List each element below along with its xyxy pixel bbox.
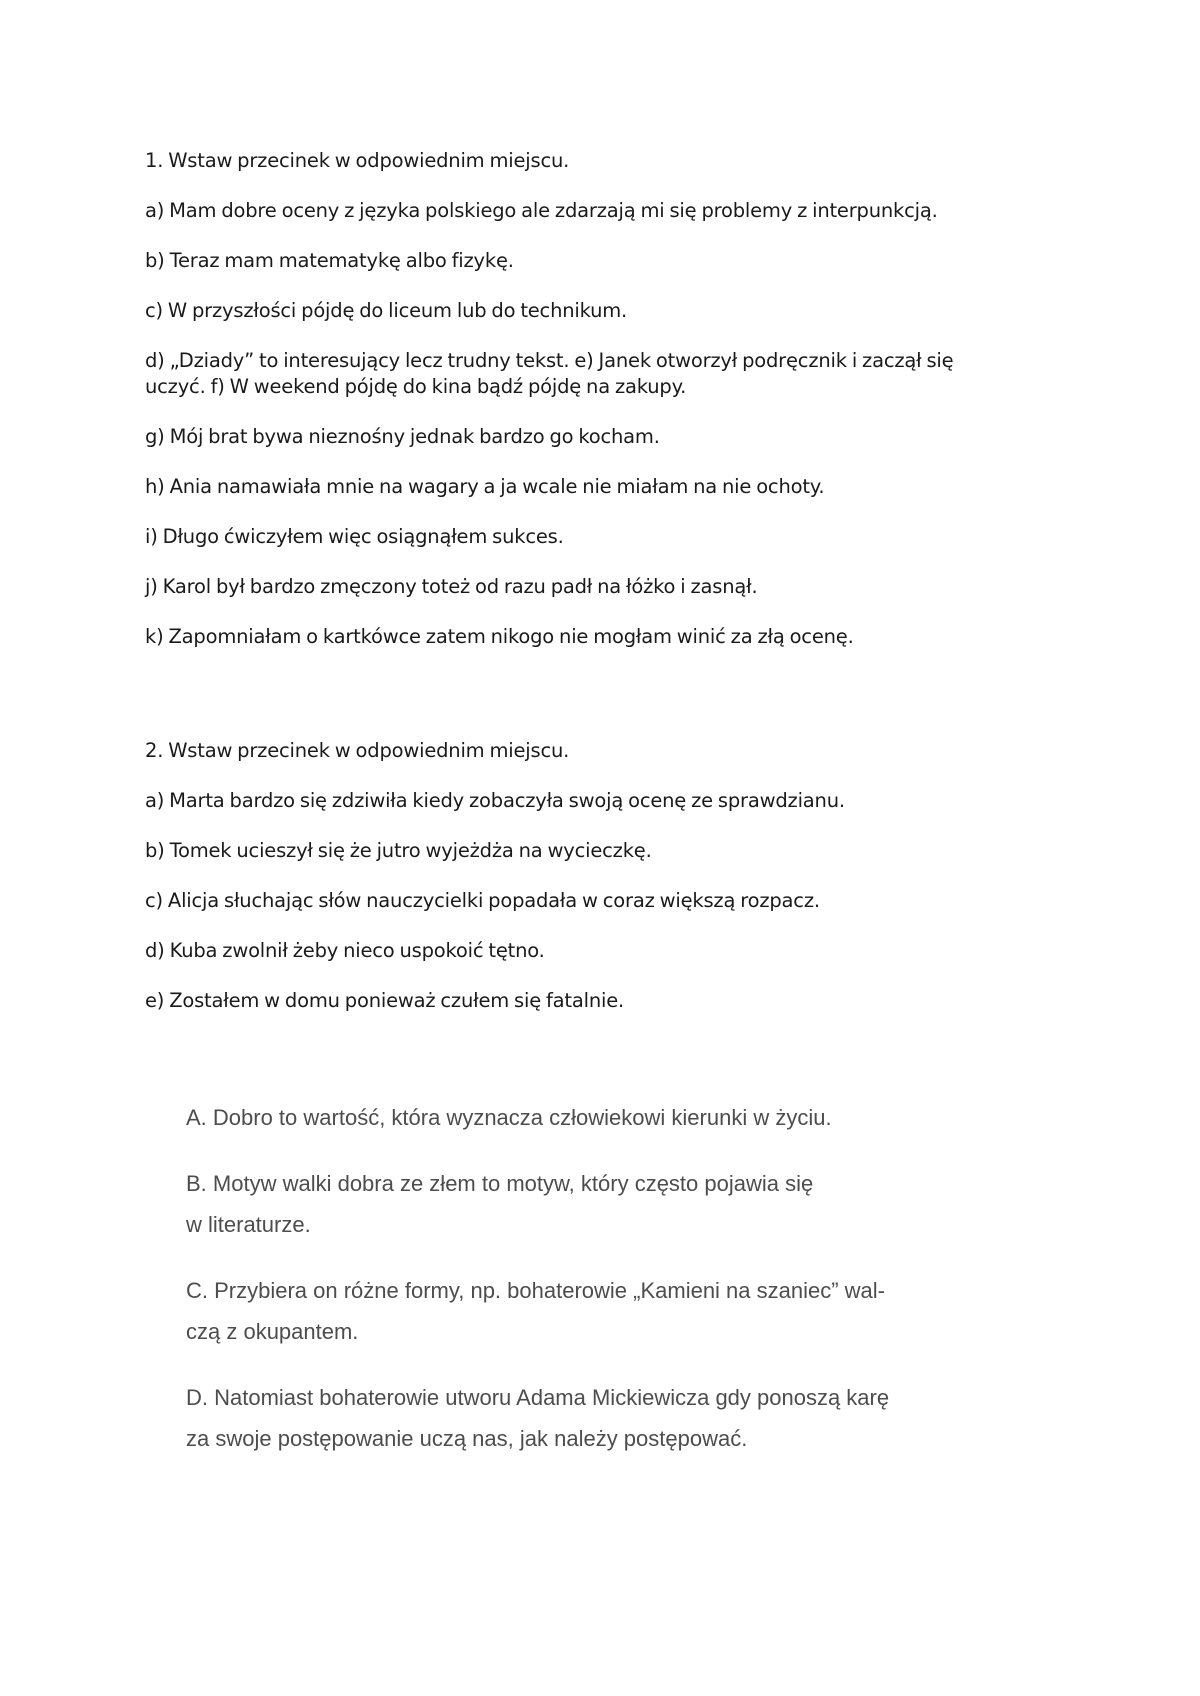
exercise-item <box>145 198 1065 224</box>
exercise-item <box>145 424 1065 450</box>
example-paragraph-line: za swoje postępowanie uczą nas, jak należy postępować. <box>186 1426 748 1451</box>
exercise-item <box>145 888 1065 914</box>
exercise-item <box>145 248 1065 274</box>
exercise-item-line: j) Karol był bardzo zmęczony toteż od razu padł na łóżko i zasnął. <box>145 575 758 598</box>
exercise-item-line: k) Zapomniałam o kartkówce zatem nikogo nie mogłam winić za złą ocenę. <box>145 625 854 648</box>
exercise-item <box>145 838 1065 864</box>
example-paragraph-line: A. Dobro to wartość, która wyznacza człowiekowi kierunki w życiu. <box>186 1105 832 1130</box>
exercise-item <box>145 348 1065 400</box>
exercise-item-line: h) Ania namawiała mnie na wagary a ja wcale nie miałam na nie ochoty. <box>145 475 825 498</box>
exercise-item-line: b) Tomek ucieszył się że jutro wyjeżdża na wycieczkę. <box>145 839 652 862</box>
example-paragraph <box>186 1270 1066 1352</box>
exercise-1 <box>145 148 1065 674</box>
exercise-item-line: c) Alicja słuchając słów nauczycielki popadała w coraz większą rozpacz. <box>145 889 820 912</box>
example-paragraph <box>186 1377 1066 1459</box>
exercise-1-items <box>145 198 1065 650</box>
exercise-item <box>145 624 1065 650</box>
exercise-1-heading: 1. Wstaw przecinek w odpowiednim miejscu. <box>145 149 570 172</box>
exercise-item <box>145 474 1065 500</box>
example-paragraph-line: D. Natomiast bohaterowie utworu Adama Mickiewicza gdy ponoszą karę <box>186 1385 890 1410</box>
exercise-item <box>145 988 1065 1014</box>
exercise-item-line: a) Mam dobre oceny z języka polskiego ale zdarzają mi się problemy z interpunkcją. <box>145 199 938 222</box>
exercise-item <box>145 938 1065 964</box>
exercise-item-line: a) Marta bardzo się zdziwiła kiedy zobaczyła swoją ocenę ze sprawdzianu. <box>145 789 845 812</box>
example-paragraph-line: C. Przybiera on różne formy, np. bohaterowie „Kamieni na szaniec” wal- <box>186 1278 886 1303</box>
exercise-2-heading: 2. Wstaw przecinek w odpowiednim miejscu. <box>145 739 570 762</box>
exercise-item-line: uczyć. f) W weekend pójdę do kina bądź pójdę na zakupy. <box>145 375 687 398</box>
exercise-2-items <box>145 788 1065 1014</box>
example-paragraph-line: B. Motyw walki dobra ze złem to motyw, który często pojawia się <box>186 1171 814 1196</box>
example-paragraph-line: czą z okupantem. <box>186 1319 359 1344</box>
example-paragraph-line: w literaturze. <box>186 1212 311 1237</box>
exercise-item <box>145 788 1065 814</box>
example-paragraph <box>186 1163 1066 1245</box>
exercise-item <box>145 524 1065 550</box>
exercise-item <box>145 298 1065 324</box>
example-paragraphs <box>186 1097 1066 1484</box>
example-paragraph <box>186 1097 1066 1138</box>
exercise-item-line: d) Kuba zwolnił żeby nieco uspokoić tętno. <box>145 939 545 962</box>
exercise-item-line: c) W przyszłości pójdę do liceum lub do technikum. <box>145 299 628 322</box>
exercise-item-line: i) Długo ćwiczyłem więc osiągnąłem sukces. <box>145 525 564 548</box>
exercise-item-line: d) „Dziady” to interesujący lecz trudny tekst. e) Janek otworzył podręcznik i zaczął się <box>145 349 954 372</box>
exercise-2 <box>145 738 1065 1038</box>
exercise-item-line: e) Zostałem w domu ponieważ czułem się fatalnie. <box>145 989 625 1012</box>
exercise-item-line: g) Mój brat bywa nieznośny jednak bardzo go kocham. <box>145 425 660 448</box>
exercise-item <box>145 574 1065 600</box>
exercise-item-line: b) Teraz mam matematykę albo fizykę. <box>145 249 514 272</box>
